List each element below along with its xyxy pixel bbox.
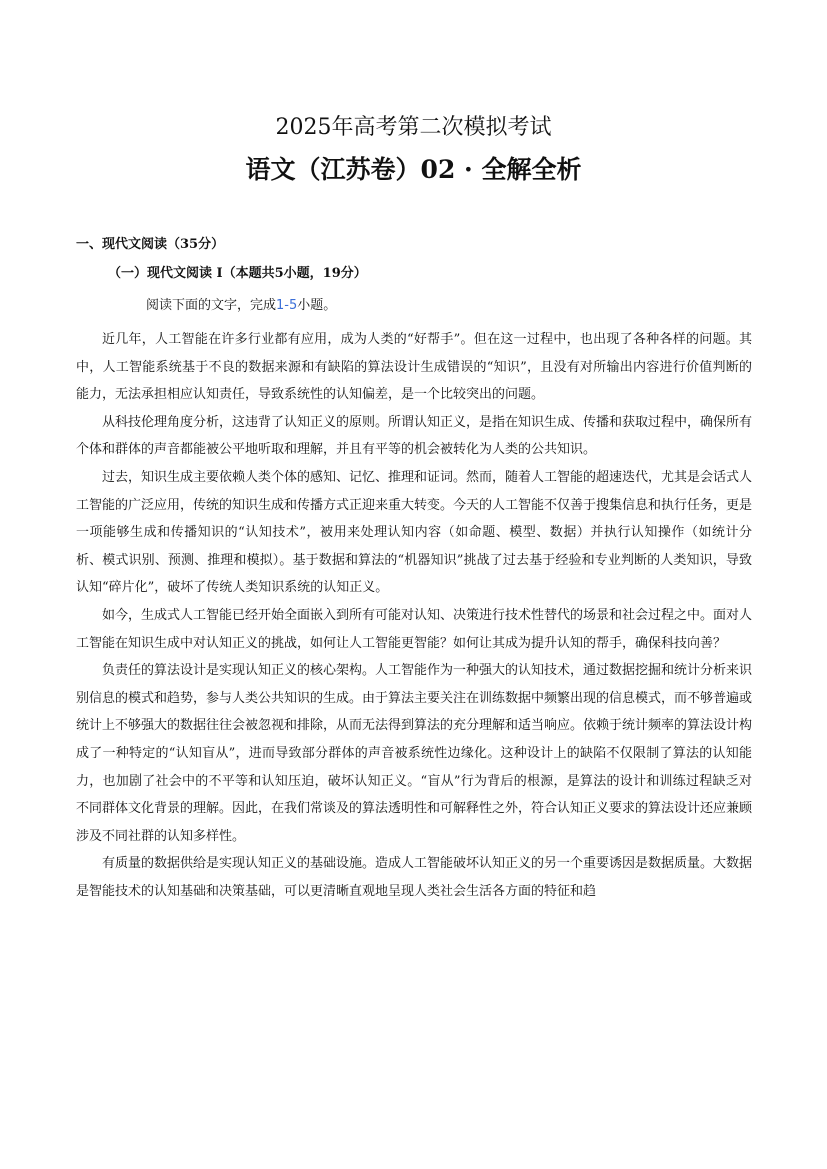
reading-instruction: [146, 294, 336, 313]
instruction-suffix: 小题。: [297, 298, 337, 313]
document-title: 2025年高考第二次模拟考试: [275, 115, 552, 140]
passage-paragraph: 从科技伦理角度分析，这违背了认知正义的原则。所谓认知正义，是指在知识生成、传播和获取过程中，确保所有个体和群体的声音都能被公平地听取和理解，并且有平等的机会被转化为人类的公共知识。: [76, 414, 753, 458]
document-subtitle: 语文（江苏卷）02 · 全解全析: [245, 155, 582, 184]
passage-paragraph: 过去，知识生成主要依赖人类个体的感知、记忆、推理和证词。然而，随着人工智能的超速迭代，尤其是会话式人工智能的广泛应用，传统的知识生成和传播方式正迎来重大转变。今天的人工智能不仅善于搜集信息和执行任务，更是一项能够生成和传播知识的“认知技术”，被用来处理认知内容（如命题、模型、数据）并执行认知操作（如统计分析、模式识别、预测、推理和模拟）。基于数据和算法的“机器知识”挑战了过去基于经验和专业判断的人类知识，导致认知“碎片化”，破坏了传统人类知识系统的认知正义。: [76, 469, 753, 596]
passage-paragraph: 有质量的数据供给是实现认知正义的基础设施。造成人工智能破坏认知正义的另一个重要诱因是数据质量。大数据是智能技术的认知基础和决策基础，可以更清晰直观地呈现人类社会生活各方面的特征和趋: [76, 856, 753, 899]
passage-paragraph: 如今，生成式人工智能已经开始全面嵌入到所有可能对认知、决策进行技术性替代的场景和社会过程之中。面对人工智能在知识生成中对认知正义的挑战，如何让人工智能更智能？如何让其成为提升认知的帮手，确保科技向善？: [76, 607, 753, 651]
instruction-prefix: 阅读下面的文字，完成: [146, 298, 277, 313]
section-heading: 一、现代文阅读（35分）: [76, 237, 225, 252]
reading-passage: [76, 326, 752, 905]
subsection-heading: （一）现代文阅读 I（本题共5小题，19分）: [108, 266, 367, 281]
question-range: 1-5: [276, 298, 298, 313]
passage-paragraph: 近几年，人工智能在许多行业都有应用，成为人类的“好帮手”。但在这一过程中，也出现了各种各样的问题。其中，人工智能系统基于不良的数据来源和有缺陷的算法设计生成错误的“知识”，且没有对所输出内容进行价值判断的能力，无法承担相应认知责任，导致系统性的认知偏差，是一个比较突出的问题。: [76, 332, 752, 403]
passage-paragraph: 负责任的算法设计是实现认知正义的核心架构。人工智能作为一种强大的认知技术，通过数据挖掘和统计分析来识别信息的模式和趋势，参与人类公共知识的生成。由于算法主要关注在训练数据中频繁出现的信息模式，而不够普遍或统计上不够强大的数据往往会被忽视和排除，从而无法得到算法的充分理解和适当响应。依赖于统计频率的算法设计构成了一种特定的“认知盲从”，进而导致部分群体的声音被系统性边缘化。这种设计上的缺陷不仅限制了算法的认知能力，也加剧了社会中的不平等和认知压迫，破坏认知正义。“盲从”行为背后的根源，是算法的设计和训练过程缺乏对不同群体文化背景的理解。因此，在我们常谈及的算法透明性和可解释性之外，符合认知正义要求的算法设计还应兼顾涉及不同社群的认知多样性。: [76, 663, 753, 844]
